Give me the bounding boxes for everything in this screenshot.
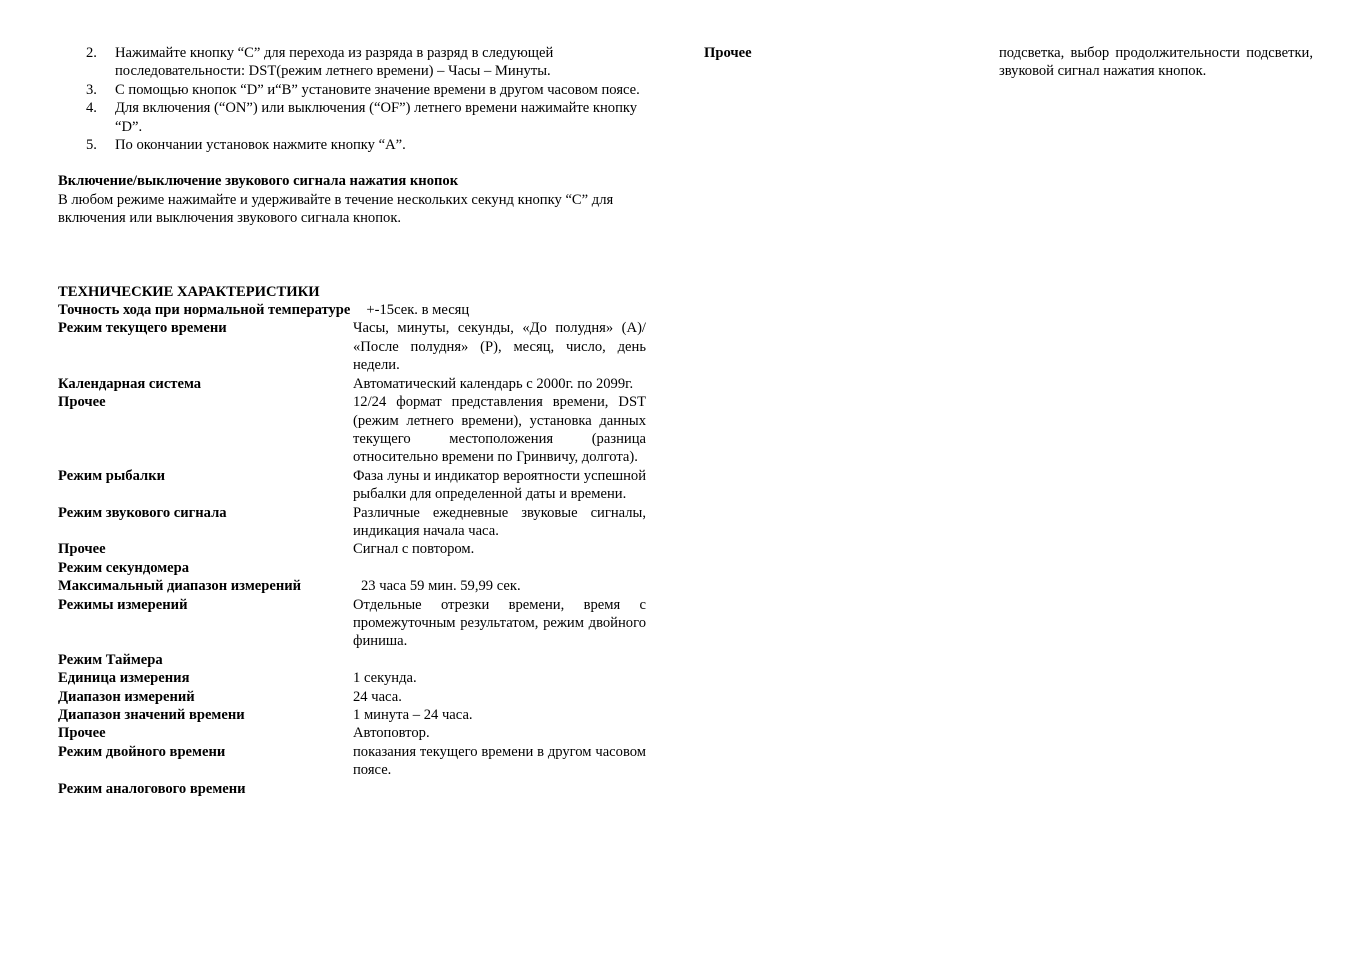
spec-row (58, 706, 648, 724)
spec-label: Диапазон значений времени (58, 707, 245, 723)
spec-value: Фаза луны и индикатор вероятности успешной рыбалки для определенной даты и времени. (353, 467, 646, 503)
spec-row (58, 393, 648, 467)
sound-section-body: В любом режиме нажимайте и удерживайте в течение нескольких секунд кнопку “С” для включения или выключения звукового сигнала кнопок. (58, 191, 614, 227)
spec-label: Режим Таймера (58, 651, 163, 668)
step-number: 2. (86, 45, 97, 61)
instruction-steps (58, 44, 648, 154)
step-text: С помощью кнопок “D” и“B” установите значение времени в другом часовом поясе. (115, 81, 640, 98)
spec-row (58, 688, 648, 706)
spec-row (58, 375, 648, 393)
spec-value: 12/24 формат представления времени, DST (режим летнего времени), установка данных текущего местоположения (разница относительно времени по Гринвичу, долгота). (353, 394, 646, 466)
spec-label: Режимы измерений (58, 596, 188, 613)
spec-label: Режим рыбалки (58, 467, 166, 484)
spec-value: показания текущего времени в другом часовом поясе. (353, 743, 646, 779)
step-text: По окончании установок нажмите кнопку “А”. (115, 137, 406, 154)
spec-row (58, 504, 648, 541)
spec-row (58, 743, 648, 780)
spec-row (58, 319, 648, 374)
list-item (58, 99, 648, 136)
spec-value: Автоповтор. (353, 725, 430, 742)
list-item (58, 136, 648, 154)
spec-label: Режим секундомера (58, 559, 190, 576)
spec-label: Прочее (58, 394, 106, 411)
spec-row (58, 724, 648, 742)
spec-label: Режим текущего времени (58, 320, 227, 337)
step-number: 4. (86, 100, 97, 117)
spec-row (58, 780, 648, 798)
left-page (58, 44, 648, 798)
list-item (58, 81, 648, 99)
step-text: Нажимайте кнопку “С” для перехода из разряда в разряд в следующей последовательности: DST(режим летнего времени) – Часы – Минуты. (115, 45, 554, 80)
spec-label: Режим аналогового времени (58, 780, 246, 797)
spec-value: 1 минута – 24 часа. (353, 707, 473, 723)
spec-label: Календарная система (58, 375, 202, 392)
spec-label: Единица измерения (58, 670, 190, 687)
spec-row (58, 596, 648, 651)
spec-value: 1 секунда. (353, 670, 417, 687)
spec-value: +-15сек. в месяц (366, 302, 470, 319)
specs-title: ТЕХНИЧЕСКИЕ ХАРАКТЕРИСТИКИ (58, 283, 320, 300)
spec-label: Прочее (58, 541, 106, 558)
right-page-value: подсветка, выбор продолжительности подсветки, звуковой сигнал нажатия кнопок. (999, 45, 1313, 80)
spec-row-accuracy (58, 301, 648, 319)
step-number: 5. (86, 137, 97, 154)
spec-label: Прочее (58, 725, 106, 742)
spec-row (58, 577, 648, 595)
step-text: Для включения (“ON”) или выключения (“OF”) летнего времени нажимайте кнопку “D”. (115, 100, 638, 135)
spec-row (58, 540, 648, 558)
spec-value: Сигнал с повтором. (353, 541, 475, 558)
spec-label: Режим звукового сигнала (58, 504, 227, 521)
spec-value: Автоматический календарь с 2000г. по 2099г. (353, 375, 634, 392)
spec-label: Максимальный диапазон измерений (58, 578, 302, 595)
spec-value: 23 часа 59 мин. 59,99 сек. (361, 578, 521, 595)
list-item (58, 44, 648, 81)
step-number: 3. (86, 81, 97, 98)
spec-row (58, 559, 648, 577)
spec-value: Различные ежедневные звуковые сигналы, индикация начала часа. (353, 504, 646, 539)
spec-row (58, 651, 648, 669)
spec-value: 24 часа. (353, 688, 402, 705)
right-page-label: Прочее (704, 45, 752, 61)
spec-row (58, 669, 648, 687)
spec-value: Часы, минуты, секунды, «До полудня» (А)/ «После полудня» (Р), месяц, число, день недели. (353, 320, 646, 374)
spec-value: Отдельные отрезки времени, время с промежуточным результатом, режим двойного финиша. (353, 596, 646, 650)
spec-row (58, 467, 648, 504)
spec-label: Режим двойного времени (58, 743, 226, 760)
sound-section-title: Включение/выключение звукового сигнала нажатия кнопок (58, 173, 459, 190)
spec-label: Диапазон измерений (58, 688, 195, 705)
spec-label: Точность хода при нормальной температуре (58, 302, 351, 319)
